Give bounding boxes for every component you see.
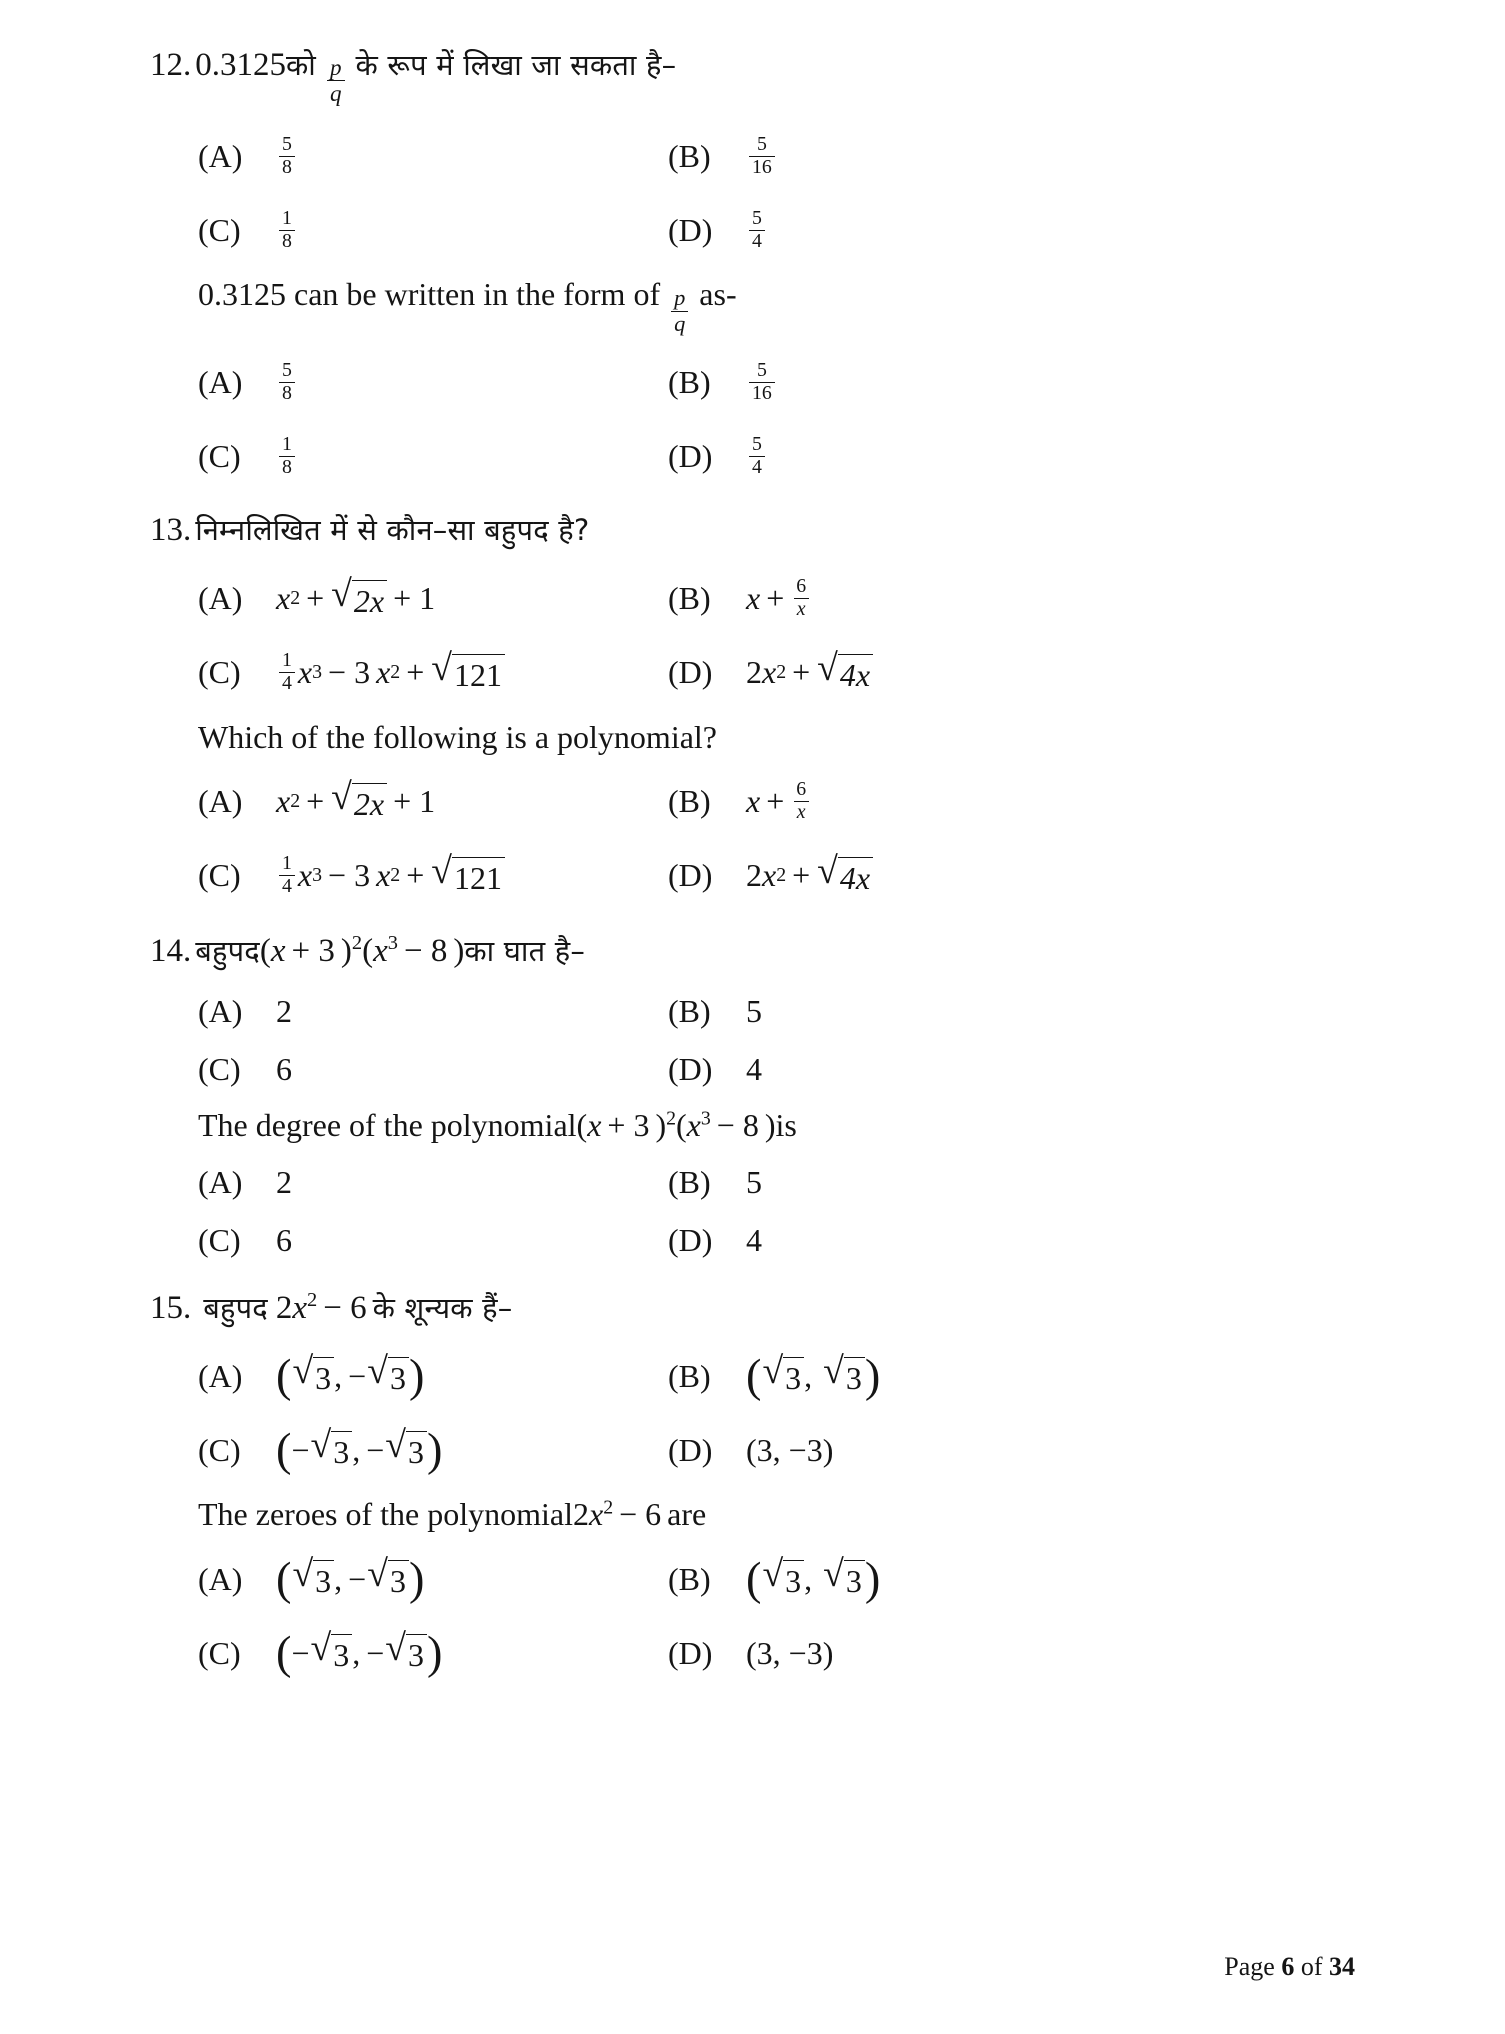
sqrt-icon: √ 2x	[331, 578, 387, 620]
question-13-hindi-text: निम्नलिखित में से कौन–सा बहुपद है?	[195, 513, 590, 547]
option-b-label: (B)	[668, 363, 711, 400]
exponent-2: 2	[390, 864, 401, 887]
minus-sign-1: −	[291, 1634, 310, 1671]
plus-sign: +	[406, 857, 425, 894]
question-15-hindi-lead: बहुपद	[203, 1290, 268, 1325]
radicand: 3	[783, 1357, 804, 1397]
plus-sign: +	[792, 857, 811, 894]
radicand: 3	[331, 1431, 352, 1471]
variable-x: x	[588, 1496, 604, 1533]
option-a-label: (A)	[198, 580, 243, 617]
radicand: 3	[313, 1560, 334, 1600]
footer-total-pages: 34	[1329, 1952, 1355, 1981]
denominator: x	[794, 598, 809, 620]
option-d-expression	[746, 646, 873, 694]
sqrt-icon: √ 121	[431, 855, 505, 897]
sqrt-icon: √ 121	[431, 652, 505, 694]
option-c-label: (C)	[198, 1222, 241, 1259]
option-d-value: (3, −3)	[746, 1634, 834, 1671]
radicand-2: 3	[844, 1357, 865, 1397]
option-d[interactable]	[668, 1616, 1355, 1690]
comma: ,	[352, 1431, 361, 1468]
option-c-value: 6	[276, 1050, 292, 1087]
option-d-expression	[746, 849, 873, 897]
option-b[interactable]	[668, 119, 1355, 193]
plus-sign: +	[406, 654, 425, 691]
question-12-english-text: 0.3125 can be written in the form of	[198, 276, 661, 313]
option-a-numerator: 5	[282, 132, 292, 155]
question-14-expression	[260, 933, 465, 969]
question-13-english-text: Which of the following is a polynomial?	[198, 718, 717, 755]
sqrt-icon: √ 4x	[817, 652, 873, 694]
option-d[interactable]	[668, 419, 1355, 493]
numerator: 1	[282, 852, 292, 875]
question-14-expression-english	[577, 1108, 776, 1143]
option-c[interactable]	[198, 419, 668, 493]
fraction-numerator: p	[329, 54, 342, 80]
minus-sign-2: −	[366, 1634, 385, 1671]
comma: ,	[804, 1357, 813, 1394]
option-d-label: (D)	[668, 1050, 713, 1087]
option-b[interactable]	[668, 982, 1355, 1040]
radicand: 121	[452, 857, 505, 897]
option-b[interactable]	[668, 562, 1355, 636]
option-a[interactable]	[198, 765, 668, 839]
option-d-label: (D)	[668, 654, 713, 691]
option-c-expression	[276, 849, 505, 898]
close-paren-2: )	[453, 932, 465, 969]
variable-x: x	[276, 783, 291, 820]
question-12-hindi-prefix: 0.3125	[195, 47, 286, 83]
option-a[interactable]	[198, 1154, 668, 1212]
denominator: 4	[279, 875, 295, 897]
option-d[interactable]	[668, 636, 1355, 710]
option-b-fraction	[749, 358, 775, 404]
question-15-hindi-line	[150, 1290, 1355, 1326]
option-c-expression: ( − √ 3 , − √ 3 )	[276, 1424, 443, 1476]
variable-x-1: x	[587, 1107, 602, 1144]
exponent-2: 3	[387, 931, 399, 954]
option-c-expression: ( − √ 3 , − √ 3 )	[276, 1627, 443, 1679]
radicand: 121	[452, 654, 505, 694]
variable-x: x	[762, 654, 777, 691]
option-c-label: (C)	[198, 1431, 241, 1468]
option-b[interactable]	[668, 1339, 1355, 1413]
question-13-options-english	[150, 765, 1355, 913]
option-c-label: (C)	[198, 437, 241, 474]
open-paren-1: (	[576, 1107, 588, 1144]
minus-term: − 3	[328, 857, 371, 894]
fraction-one-fourth	[279, 854, 295, 897]
minus-eight: − 8	[404, 932, 448, 969]
close-paren-2: )	[764, 1107, 776, 1144]
footer-page-number: 6	[1281, 1952, 1295, 1981]
option-c[interactable]	[198, 1040, 668, 1098]
question-14-hindi-line	[150, 933, 1355, 969]
radicand: 4x	[838, 857, 873, 897]
question-15-english-tail: are	[667, 1496, 707, 1533]
question-15-english-line	[150, 1497, 1355, 1532]
question-12	[150, 48, 1355, 493]
option-d-value: 4	[746, 1050, 762, 1087]
sqrt-icon: √ 3	[762, 1355, 804, 1397]
question-14-number: 14.	[150, 932, 192, 969]
sqrt-icon: √ 3	[385, 1632, 427, 1674]
sqrt-icon: √ 3	[823, 1355, 865, 1397]
fraction-numerator-en: p	[674, 285, 686, 311]
page-footer	[1224, 1952, 1355, 1982]
question-15-hindi-tail: के शून्यक हैं–	[372, 1290, 513, 1325]
option-b[interactable]	[668, 765, 1355, 839]
radicand-2: 3	[388, 1357, 409, 1397]
option-d-value: (3, −3)	[746, 1431, 834, 1468]
question-15-expression-english	[573, 1497, 667, 1532]
comma: ,	[334, 1357, 343, 1394]
option-a-denominator: 8	[279, 382, 295, 404]
minus-six: − 6	[619, 1496, 662, 1533]
sqrt-icon: √ 3	[367, 1558, 409, 1600]
denominator: 4	[279, 672, 295, 694]
numerator: 6	[796, 778, 807, 801]
sqrt-icon: √ 3	[385, 1429, 427, 1471]
option-b-expression	[746, 780, 812, 823]
question-14-english-tail: is	[775, 1107, 797, 1144]
sqrt-icon: √ 3	[367, 1355, 409, 1397]
option-b-fraction	[749, 132, 775, 178]
minus-sign: −	[348, 1357, 367, 1394]
option-b-denominator: 16	[749, 156, 775, 178]
option-a-label: (A)	[198, 1357, 243, 1394]
minus-term: − 3	[328, 654, 371, 691]
option-b-numerator: 5	[756, 358, 767, 381]
option-a-label: (A)	[198, 1164, 243, 1201]
option-c-expression	[276, 646, 505, 695]
question-14-options-english	[150, 1154, 1355, 1270]
question-14-options-hindi	[150, 982, 1355, 1098]
option-b-label: (B)	[668, 580, 711, 617]
option-c-numerator: 1	[282, 432, 292, 455]
question-12-hindi-suffix: के रूप में लिखा जा सकता है–	[355, 48, 677, 82]
plus-three: + 3	[607, 1107, 650, 1144]
question-12-number: 12.	[150, 47, 192, 83]
option-b-value: 5	[746, 992, 762, 1029]
radicand: 3	[331, 1634, 352, 1674]
sqrt-icon: √ 3	[762, 1558, 804, 1600]
question-13-number: 13.	[150, 512, 192, 548]
option-d-fraction	[749, 432, 765, 478]
sqrt-icon: √ 3	[292, 1558, 334, 1600]
option-a[interactable]	[198, 562, 668, 636]
footer-prefix: Page	[1224, 1952, 1282, 1981]
option-d-denominator: 4	[749, 230, 765, 252]
fraction-denominator: q	[327, 80, 345, 105]
open-paren-2: (	[362, 932, 374, 969]
minus-sign-2: −	[366, 1431, 385, 1468]
option-d-label: (D)	[668, 1431, 713, 1468]
option-b-numerator: 5	[756, 132, 767, 155]
option-d-label: (D)	[668, 437, 713, 474]
fraction-denominator-en: q	[671, 311, 688, 335]
option-c-fraction	[279, 206, 295, 252]
question-12-hindi-line	[150, 48, 1355, 105]
option-c[interactable]	[198, 1413, 668, 1487]
option-a-numerator: 5	[282, 358, 292, 381]
exponent: 2	[290, 587, 301, 610]
option-d-numerator: 5	[752, 432, 762, 455]
question-14-hindi-lead: बहुपद	[195, 933, 260, 968]
option-d[interactable]	[668, 1212, 1355, 1270]
radicand-2: 3	[406, 1634, 427, 1674]
option-a-value: 2	[276, 992, 292, 1029]
question-12-english-suffix: as-	[699, 276, 737, 313]
option-b-label: (B)	[668, 1164, 711, 1201]
option-a-value: 2	[276, 1164, 292, 1201]
option-c[interactable]	[198, 1616, 668, 1690]
option-d-value: 4	[746, 1222, 762, 1259]
option-b-label: (B)	[668, 1560, 711, 1597]
open-paren-1: (	[259, 932, 271, 969]
option-b-label: (B)	[668, 783, 711, 820]
sqrt-icon: √ 3	[311, 1632, 353, 1674]
fraction-p-over-q	[327, 56, 345, 105]
radicand: 2x	[352, 783, 387, 823]
option-c-denominator: 8	[279, 230, 295, 252]
sqrt-icon: √ 2x	[331, 781, 387, 823]
open-paren-2: (	[676, 1107, 687, 1144]
option-a[interactable]	[198, 982, 668, 1040]
exponent-2: 2	[390, 661, 401, 684]
variable-x: x	[297, 857, 313, 894]
minus-eight: − 8	[716, 1107, 759, 1144]
question-14-english-line	[150, 1108, 1355, 1143]
denominator: x	[794, 801, 809, 823]
variable-x: x	[746, 580, 761, 617]
sqrt-icon: √ 4x	[817, 855, 873, 897]
comma: ,	[352, 1634, 361, 1671]
question-13-hindi-line	[150, 513, 1355, 548]
option-b[interactable]	[668, 1154, 1355, 1212]
option-b-denominator: 16	[749, 382, 775, 404]
option-b-expression: ( √ 3 , √ 3 )	[746, 1553, 881, 1605]
close-paren-1: )	[655, 1107, 667, 1144]
coefficient: 2	[746, 857, 762, 894]
variable-x-1: x	[270, 932, 286, 969]
variable-x: x	[297, 654, 313, 691]
variable-x-2: x	[376, 857, 391, 894]
fraction-six-over-x	[793, 780, 809, 823]
numerator: 6	[796, 575, 807, 598]
option-a[interactable]	[198, 1542, 668, 1616]
option-b-label: (B)	[668, 137, 711, 174]
exponent: 2	[307, 1288, 318, 1311]
minus-six: − 6	[323, 1289, 367, 1326]
question-13	[150, 513, 1355, 913]
plus-sign: +	[766, 783, 785, 820]
radicand: 4x	[838, 654, 873, 694]
question-14-hindi-tail: का घात है–	[464, 933, 586, 968]
radicand: 3	[313, 1357, 334, 1397]
plus-sign: +	[766, 580, 785, 617]
plus-sign: +	[792, 654, 811, 691]
question-14-english-lead: The degree of the polynomial	[198, 1107, 577, 1144]
fraction-p-over-q-english	[671, 287, 688, 335]
question-12-options-hindi	[150, 119, 1355, 267]
option-a[interactable]	[198, 119, 668, 193]
question-13-options-hindi	[150, 562, 1355, 710]
option-a-label: (A)	[198, 363, 243, 400]
minus-sign: −	[348, 1560, 367, 1597]
variable-x-2: x	[376, 654, 391, 691]
close-paren-1: )	[340, 932, 352, 969]
option-c-label: (C)	[198, 1050, 241, 1087]
exponent-2: 3	[700, 1107, 711, 1130]
option-d[interactable]	[668, 193, 1355, 267]
option-c-value: 6	[276, 1222, 292, 1259]
option-b[interactable]	[668, 1542, 1355, 1616]
option-c-label: (C)	[198, 857, 241, 894]
option-c-denominator: 8	[279, 456, 295, 478]
option-a-expression	[276, 572, 441, 620]
option-c-label: (C)	[198, 211, 241, 248]
question-15-english-lead: The zeroes of the polynomial	[198, 1496, 573, 1533]
radicand-2: 3	[388, 1560, 409, 1600]
option-a-label: (A)	[198, 992, 243, 1029]
option-a[interactable]	[198, 345, 668, 419]
tail: + 1	[393, 783, 436, 820]
option-c[interactable]	[198, 839, 668, 913]
minus-sign-1: −	[291, 1431, 310, 1468]
option-a-fraction	[279, 132, 295, 178]
radicand: 3	[783, 1560, 804, 1600]
option-a-expression: ( √ 3 , − √ 3 )	[276, 1350, 425, 1402]
option-c-fraction	[279, 432, 295, 478]
option-b-expression	[746, 577, 812, 620]
option-d[interactable]	[668, 1040, 1355, 1098]
exponent: 3	[312, 864, 323, 887]
plus-sign: +	[306, 783, 325, 820]
comma: ,	[804, 1560, 813, 1597]
option-b-label: (B)	[668, 1357, 711, 1394]
sqrt-icon: √ 3	[311, 1429, 353, 1471]
radicand-2: 3	[844, 1560, 865, 1600]
coefficient: 2	[572, 1496, 589, 1533]
option-a-label: (A)	[198, 137, 243, 174]
option-c-label: (C)	[198, 654, 241, 691]
option-d-numerator: 5	[752, 206, 762, 229]
option-b-value: 5	[746, 1164, 762, 1201]
radicand-2: 3	[406, 1431, 427, 1471]
footer-mid: of	[1294, 1952, 1329, 1981]
sqrt-icon: √ 3	[823, 1558, 865, 1600]
option-c[interactable]	[198, 1212, 668, 1270]
question-15-options-english	[150, 1542, 1355, 1690]
question-14	[150, 933, 1355, 1270]
fraction-six-over-x	[793, 577, 809, 620]
option-c[interactable]	[198, 193, 668, 267]
exponent-1: 2	[351, 931, 363, 954]
question-15	[150, 1290, 1355, 1691]
numerator: 1	[282, 649, 292, 672]
option-a-label: (A)	[198, 1560, 243, 1597]
question-12-options-english	[150, 345, 1355, 493]
variable-x: x	[292, 1289, 308, 1326]
option-b-label: (B)	[668, 992, 711, 1029]
option-d[interactable]	[668, 839, 1355, 913]
variable-x-2: x	[373, 932, 388, 969]
sqrt-icon: √ 3	[292, 1355, 334, 1397]
option-c-label: (C)	[198, 1634, 241, 1671]
option-a[interactable]	[198, 1339, 668, 1413]
option-b[interactable]	[668, 345, 1355, 419]
option-c[interactable]	[198, 636, 668, 710]
question-15-number: 15.	[150, 1289, 192, 1326]
option-a-denominator: 8	[279, 156, 295, 178]
exponent: 2	[290, 790, 301, 813]
exponent: 3	[312, 661, 323, 684]
exponent: 2	[776, 864, 787, 887]
option-d-fraction	[749, 206, 765, 252]
option-d-label: (D)	[668, 211, 713, 248]
exponent-1: 2	[666, 1107, 677, 1130]
option-a-fraction	[279, 358, 295, 404]
plus-three: + 3	[291, 932, 335, 969]
coefficient: 2	[746, 654, 762, 691]
option-c-numerator: 1	[282, 206, 292, 229]
option-d-label: (D)	[668, 1634, 713, 1671]
option-b-expression: ( √ 3 , √ 3 )	[746, 1350, 881, 1402]
option-a-label: (A)	[198, 783, 243, 820]
variable-x-2: x	[686, 1107, 701, 1144]
question-12-hindi-ko: को	[286, 48, 316, 82]
variable-x: x	[746, 783, 761, 820]
exponent: 2	[603, 1496, 614, 1519]
option-d[interactable]	[668, 1413, 1355, 1487]
question-15-options-hindi	[150, 1339, 1355, 1487]
question-12-english-line	[150, 277, 1355, 335]
fraction-one-fourth	[279, 651, 295, 694]
tail: + 1	[393, 580, 436, 617]
option-a-expression	[276, 775, 441, 823]
plus-sign: +	[306, 580, 325, 617]
option-a-expression: ( √ 3 , − √ 3 )	[276, 1553, 425, 1605]
question-15-expression	[276, 1290, 373, 1326]
option-d-label: (D)	[668, 857, 713, 894]
variable-x: x	[276, 580, 291, 617]
exponent: 2	[776, 661, 787, 684]
option-d-denominator: 4	[749, 456, 765, 478]
coefficient: 2	[275, 1289, 293, 1326]
option-d-label: (D)	[668, 1222, 713, 1259]
comma: ,	[334, 1560, 343, 1597]
variable-x: x	[762, 857, 777, 894]
radicand: 2x	[352, 580, 387, 620]
